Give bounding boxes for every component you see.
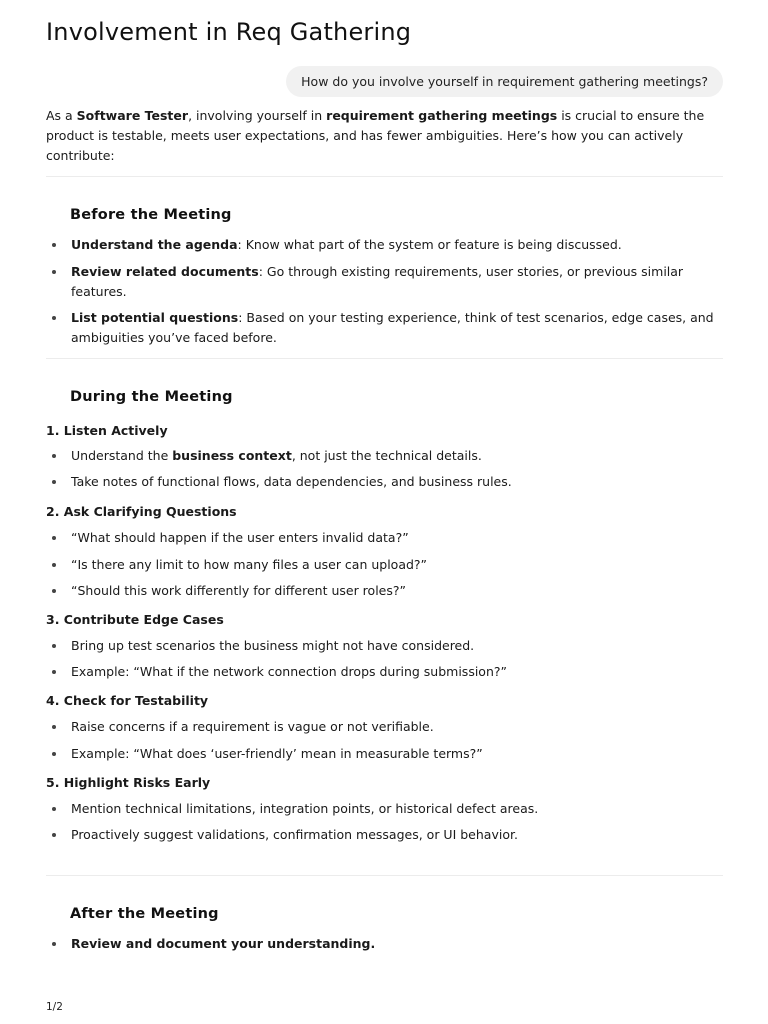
intro-text: , involving yourself in <box>188 108 327 123</box>
after-list <box>46 934 723 954</box>
list-item <box>46 308 723 348</box>
subsection-title: 2. Ask Clarifying Questions <box>46 504 237 519</box>
item-text: : Based on your testing experience, think of test scenarios, edge cases, and ambiguities you’ve faced before. <box>71 310 714 345</box>
list-item: Example: “What if the network connection drops during submission?” <box>46 662 723 682</box>
subsection-title: 3. Contribute Edge Cases <box>46 612 224 627</box>
before-list <box>46 235 723 348</box>
item-bold: Understand the agenda <box>71 237 238 252</box>
item-bold: Review and document your understanding. <box>71 936 376 951</box>
section-divider <box>46 358 723 359</box>
list-item: Proactively suggest validations, confirmation messages, or UI behavior. <box>46 825 723 845</box>
page-title: Involvement in Req Gathering <box>46 18 412 46</box>
user-question-bubble: How do you involve yourself in requirement gathering meetings? <box>286 66 723 97</box>
list-item <box>46 446 723 466</box>
item-text: Understand the <box>71 448 173 463</box>
list-item <box>46 262 723 302</box>
subsection-title: 4. Check for Testability <box>46 693 209 708</box>
questions-list <box>46 528 723 601</box>
list-item <box>46 235 723 255</box>
item-text: : Go through existing requirements, user stories, or previous similar features. <box>71 263 684 299</box>
item-bold: Review related documents <box>71 263 259 279</box>
intro-text: is crucial to ensure the product is testable, meets user expectations, and has fewer ambiguities. Here’s how you can actively contribute: <box>46 108 705 163</box>
list-item: Bring up test scenarios the business might not have considered. <box>46 636 723 656</box>
section-title-after: After the Meeting <box>70 906 219 922</box>
item-bold: List potential questions <box>71 310 239 325</box>
section-title-during: During the Meeting <box>70 389 233 405</box>
list-item: Take notes of functional flows, data dependencies, and business rules. <box>46 472 723 492</box>
intro-bold: requirement gathering meetings <box>326 108 558 123</box>
list-item: Example: “What does ‘user-friendly’ mean in measurable terms?” <box>46 744 723 764</box>
section-divider <box>46 176 723 177</box>
list-item <box>46 934 723 954</box>
page-number: 1/2 <box>46 1001 63 1013</box>
subsection-title: 5. Highlight Risks Early <box>46 775 211 790</box>
listen-list <box>46 446 723 492</box>
item-text: : Know what part of the system or feature is being discussed. <box>237 237 622 252</box>
list-item: “Should this work differently for different user roles?” <box>46 581 723 601</box>
list-item: Mention technical limitations, integration points, or historical defect areas. <box>46 799 723 819</box>
intro-text: As a <box>46 108 77 123</box>
list-item: “Is there any limit to how many files a user can upload?” <box>46 555 723 575</box>
intro-paragraph <box>46 106 723 166</box>
section-title-before: Before the Meeting <box>70 207 232 223</box>
edge-cases-list <box>46 636 723 682</box>
subsection-title: 1. Listen Actively <box>46 423 168 438</box>
list-item: “What should happen if the user enters invalid data?” <box>46 528 723 548</box>
item-text: , not just the technical details. <box>291 448 482 463</box>
item-bold: business context <box>172 448 292 463</box>
testability-list <box>46 717 723 764</box>
list-item: Raise concerns if a requirement is vague or not verifiable. <box>46 717 723 737</box>
risks-list <box>46 799 723 845</box>
section-divider <box>46 875 723 876</box>
intro-bold: Software Tester <box>76 108 189 123</box>
